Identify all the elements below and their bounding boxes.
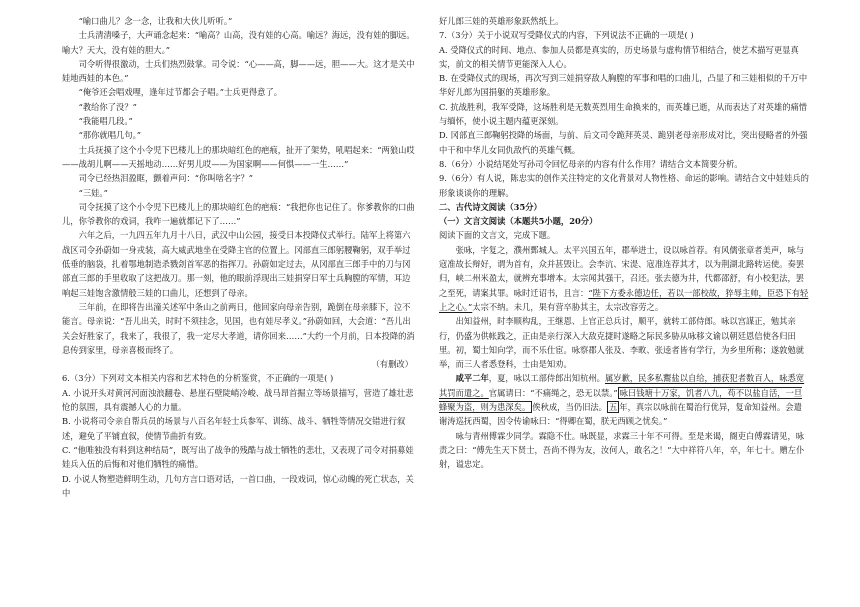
right-paragraph (439, 314, 810, 371)
paragraph-text: 六年之后，一九四五年九月十八日，武汉中山公园，接受日本投降仪式举行。陆军上将第六战区司令孙蔚如一身戎装，高大威武地坐在受降主官的位置上。冈部直三郎躬腰鞠躬，双手举过低垂的脑袋，扎着鄂地制造杀戮刽首军恶的指挥刀。孙蔚如定过去，从冈部直三郎手中的刀与冈部直三郎的手里收取了这把战刀。那一刻，他的眼前浮现出三娃捐穿日军士兵胸膛的军情，耳边响起三娃饱含激情般三娃的口曲儿，还想到了母亲。 (62, 230, 411, 298)
paragraph-text: 司令抚摸了这个小令児下巴楼儿上的那块暗红色的疤痕：“我把你也记住了。你爹教你的口曲儿，你爷教你的戏词，我咋一遍就都记下了……” (62, 201, 415, 227)
left-paragraph (62, 472, 417, 501)
left-paragraph (62, 386, 417, 415)
paragraph-text: “我能唱几段。” (78, 116, 133, 127)
right-paragraph (439, 200, 810, 214)
boxed-char: 五 (608, 402, 618, 413)
paragraph-text: 张咏，字复之，濮州鄄城人。太平兴国五年，郡举进士，设以咏首荐。有风儒张章者美声，咏与寇准故长辩好，谓为首有，众并甚毁让。会李沆、宋湜、寇准连荐其才，以为荆湖北路转运使。奏罢归，峡二州米盈太，就辨充事增本。太宗闻其强干，召还。张去德为井，代都邵舒，有小校犯法，罢之至死，请案其罪。咏时迁诏书，且言： (439, 244, 805, 298)
left-paragraph (62, 114, 417, 128)
paragraph-text: ，夏，咏以工部侍郎出知杭州。 (488, 373, 605, 384)
paragraph-text: “三娃。” (78, 187, 108, 198)
paragraph-text: 士兵抚摸了这个小令児下巴楼儿上的那块暗红色的疤痕，扯开了架势，吼唱起来：“两狼山哎——战胡儿啊——天摇地动……好男儿哎——为国家啊——何惧——一生……” (62, 144, 415, 169)
paragraph-text: 二、古代诗文阅读（35分） (439, 201, 542, 212)
paragraph-text: C. 抗战胜利，我军受降，这场胜利是无数英烈用生命换来的，而英雄已逝，从而表达了对英雄的痛惜与缅怀，使小说主题内蕴更深刻。 (439, 101, 808, 127)
paragraph-text: 9.（6分）有人说，陈忠实的创作关注特定的文化背景对人物性格、命运的影响。请结合文中娃娃兵的形象谈谈你的理解。 (439, 173, 809, 198)
boxed-sentence: 咏曰钱塘十万家，饥者八九，苟不以盐自活，一旦蜂聚为盗，则为患深矣。 (439, 387, 803, 413)
paragraph-text: 三年前，在即将告出潼关述军中条山之前两日，他回家向母亲告别，跪倒在母亲膝下，泣不能言。母亲说：“吾儿出关，时时不须挂念，见国，也有娃尽孝义。”孙蔚如回，大会道：“吾儿出关会好胜家了，我来了，我很了，我一定尽大孝道，请你回来……”大约一个月前，日本投降的消息传到家里，母亲喜极而终了。 (62, 301, 415, 355)
left-paragraph (62, 100, 417, 114)
left-paragraph (62, 228, 417, 299)
underlined-quote: “陛下方委永德边任，若以一部校故，猝辱主帅，臣恐下有轻上之心。” (439, 287, 809, 312)
right-paragraph (439, 157, 810, 171)
paragraph-text: 6.（3分）下列对文本相关内容和艺术特色的分析鉴赏，不正确的一项是( ) (62, 373, 334, 384)
right-paragraph (439, 43, 810, 72)
paragraph-text: C. “他唯独没有料到这种结局”，既写出了战争的残酷与战士牺牲的悲壮，又表现了司令对捐募娃娃兵入伍的后悔和对他们牺牲的痛惜。 (62, 444, 414, 470)
paragraph-text: 司令已经热泪盈眶，颤着声问：“你叫啥名字？” (78, 173, 254, 184)
paragraph-text: （一）文言文阅读（本题共5小题，20分） (439, 216, 598, 227)
left-paragraph (62, 57, 417, 86)
left-column (62, 14, 417, 500)
paragraph-text: “喻口曲儿？念一念，让我和大伙儿听听。” (78, 16, 233, 26)
right-column (439, 14, 810, 472)
left-paragraph (62, 371, 417, 385)
paragraph-text: 咏与青州傅霖少同学。霖隐不仕。咏既显，求霖三十年不可得。至是来谒，阍吏白傅霖请见，咏责之曰：“傅先生天下贤士，吾尚不得为友，汝何人，敢名之！”大中祥符八年，卒，年七十。赠左仆射，谥忠定。 (439, 430, 805, 470)
right-paragraph (439, 228, 810, 242)
left-paragraph (62, 171, 417, 185)
left-paragraph (62, 28, 417, 57)
paragraph-text: “俺爷还会唱戏哩，逢年过节都会子唱。”士兵更得意了。 (78, 87, 283, 98)
right-paragraph (439, 171, 810, 200)
paragraph-text: D. 小说人物塑造鲜明生动，几句方言口语对话，一首口曲，一段戏词，惊心动魄的死亡状态，关中 (62, 473, 414, 498)
paragraph-text: 司令听得很激动，士兵们热烈鼓掌。司令说：“心——高，脚——远，胆——大。这才是关中娃地西娃的本色。” (62, 58, 415, 84)
left-paragraph (62, 143, 417, 172)
paragraph-text: 年，真宗以咏前在蜀治行优异，复命知益州。会遣谢涛巡抚西蜀，因令传谕咏曰：“得卿在蜀，朕无西顾之忧矣。” (439, 402, 802, 427)
paragraph-text: 太宗不纳。未几，果有营卒胁其主，太宗改容劳之。 (472, 301, 664, 312)
left-paragraph (62, 300, 417, 357)
paragraph-text: “那你就唱几句。” (78, 130, 142, 141)
paragraph-text: B. 在受降仪式的现场，再次写到三娃捐穿敌人胸膛的军事和唱的口曲儿，凸显了和三娃相似的千万中华好儿郎为国捐躯的英雄形象。 (439, 73, 808, 98)
right-paragraph (439, 100, 810, 129)
right-paragraph (439, 71, 810, 100)
left-paragraph (62, 186, 417, 200)
right-paragraph (439, 371, 810, 428)
right-paragraph (439, 243, 810, 314)
left-paragraph (62, 357, 413, 371)
left-paragraph (62, 414, 417, 443)
right-paragraph (439, 28, 810, 42)
paragraph-text: B. 小说将司令亲自帮兵员的场景与八百名年轻士兵参军、训练、战斗、牺牲等情况交错进行叙述，避免了平铺直叙，使情节曲折有致。 (62, 416, 406, 441)
paragraph-text: A. 小说开头对黄河河面浊浪翻卷、悬崖石壁陡峭冷峻、战马昂首掘立等场景描写，营造了雄壮悲怆的氛围，具有震撼人心的力量。 (62, 387, 414, 413)
paragraph-text: “教给你了没？” (78, 101, 137, 112)
right-paragraph (439, 429, 810, 472)
keyword: 咸平二年 (455, 373, 489, 384)
paragraph-text: 士兵清清嗓子，大声诵念起来：“喻高？山高，没有娃的心高。喻远？海远，没有娃的脚远。喻大？天大，没有娃的胆大。” (62, 30, 415, 55)
paragraph-text: 好儿郎三娃的英雄形象跃然纸上。 (439, 16, 564, 26)
paragraph-text: 出知益州，时李顺构乱，王继恩、上官正总兵讨，顺平，就转工部侍郎。咏以宫謀正，勉其亲行，仍盛为供帐践之，正由是亲行深入大敌克捷时遂略之际民多胁从咏移文谕以朝廷恩信使各归田里。初，蜀士知向学，而不乐仕宦。咏察郡人张及、李畋、张逵者皆有学行，为乡里所称；遂敦勉就举，而三人者悉登科，士由是知劝。 (439, 316, 805, 370)
paragraph-text: D. 冈部直三郎鞠躬投降的场面，与前、后文司令跪拜英灵、跪别老母亲形成对比，突出侵略者的外强中干和中华儿女同仇敌忾的英雄气概。 (439, 130, 808, 155)
paragraph-text: 7.（3分）关于小说双写受降仪式的内容，下列说法不正确的一项是( ) (439, 30, 694, 41)
paragraph-text: 8.（6分）小说结尾处写孙司令回忆母亲的内容有什么作用？请结合文本简要分析。 (439, 158, 743, 169)
underlined-sentence: 属岁歉，民多私鬻盐以自给，捕获犯者数百人，咏悉宽其罚而遣之。 (439, 373, 805, 398)
paragraph-text: 俟秋成，当仍旧法。 (532, 402, 607, 413)
left-paragraph (62, 128, 417, 142)
left-paragraph (62, 200, 417, 229)
right-paragraph (439, 214, 810, 228)
paragraph-text: （有删改） (371, 359, 413, 370)
left-paragraph (62, 85, 417, 99)
paragraph-text: 阅读下面的文言文，完成下题。 (439, 230, 556, 241)
right-paragraph (439, 14, 810, 28)
left-paragraph (62, 443, 417, 472)
paragraph-text: A. 受降仪式的时间、地点、参加人员都是真实的，历史场景与虚构情节相结合，使艺术描写更显真实，前文的相关情节更能深入人心。 (439, 44, 799, 69)
left-paragraph (62, 14, 417, 28)
right-paragraph (439, 128, 810, 157)
paragraph-text: 官属请曰：“不痛绳之，恐无以禁。” (488, 387, 618, 398)
